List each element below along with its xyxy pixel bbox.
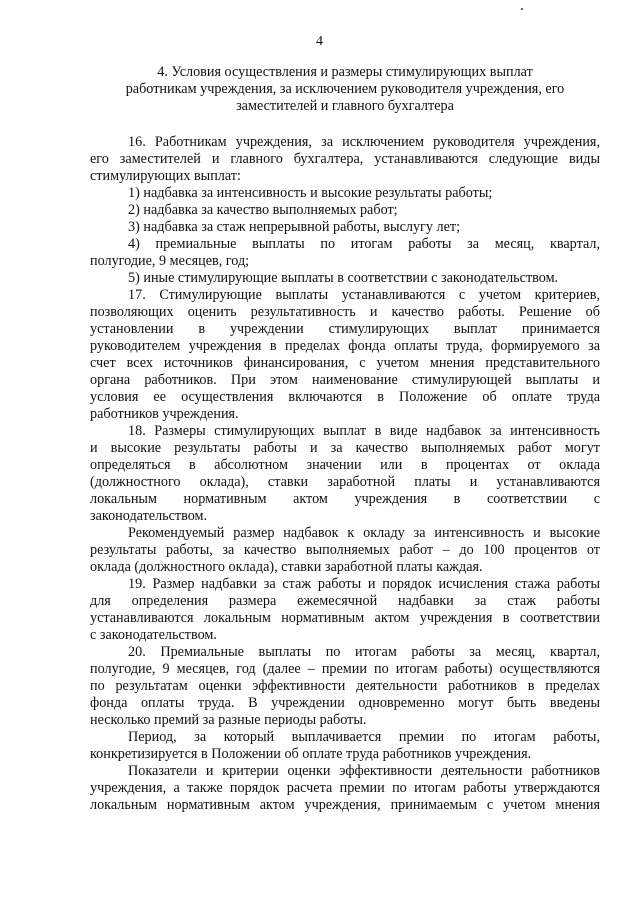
section-heading-line: 4. Условия осуществления и размеры стимулирующих выплат	[157, 64, 533, 80]
text-line: условия ее осуществления включаются в Положение об оплате труда	[90, 389, 600, 405]
text-line: Рекомендуемый размер надбавок к окладу за интенсивность и высокие	[128, 525, 600, 541]
text-line: 20. Премиальные выплаты по итогам работы за месяц, квартал,	[128, 644, 600, 660]
text-line: 2) надбавка за качество выполняемых работ;	[128, 202, 398, 218]
text-line: работников учреждения.	[90, 406, 239, 422]
text-line: локальным нормативным актом учреждения, принимаемым с учетом мнения	[90, 797, 600, 813]
text-line: 16. Работникам учреждения, за исключением руководителя учреждения,	[128, 134, 600, 150]
text-line: законодательством.	[90, 508, 208, 524]
paragraph	[90, 729, 600, 763]
text-line: 19. Размер надбавки за стаж работы и порядок исчисления стажа работы	[128, 576, 600, 592]
paragraph	[90, 763, 600, 814]
text-line: 1) надбавка за интенсивность и высокие результаты работы;	[128, 185, 493, 201]
text-line: 4) премиальные выплаты по итогам работы за месяц, квартал,	[128, 236, 600, 252]
paragraph	[90, 185, 600, 202]
section-heading-line: заместителей и главного бухгалтера	[236, 98, 454, 114]
text-line: органа работников. При этом наименование стимулирующей выплаты и	[90, 372, 600, 388]
text-line: позволяющих оценить результативность и качество работы. Решение об	[90, 304, 600, 320]
scan-speck	[521, 8, 523, 10]
text-line: Период, за который выплачивается премии по итогам работы,	[128, 729, 600, 745]
page-number: 4	[316, 34, 323, 49]
paragraph	[90, 202, 600, 219]
text-line: определяться в абсолютном значении или в процентах от оклада	[90, 457, 600, 473]
text-line: устанавливаются локальным нормативным актом учреждения в соответствии	[90, 610, 600, 626]
text-line: по результатам оценки эффективности деятельности работников в пределах	[90, 678, 600, 694]
text-line: полугодие, 9 месяцев, год (далее – премии по итогам работы) осуществляются	[90, 661, 600, 677]
text-line: его заместителей и главного бухгалтера, устанавливаются следующие виды	[90, 151, 600, 167]
paragraph	[90, 644, 600, 729]
text-line: фонда оплаты труда. В учреждении одновременно могут быть введены	[90, 695, 600, 711]
text-line: локальным нормативным актом учреждения в соответствии с	[90, 491, 600, 507]
text-line: учреждения, а также порядок расчета премии по итогам работы утверждаются	[90, 780, 600, 796]
text-line: стимулирующих выплат:	[90, 168, 241, 184]
paragraph	[90, 270, 600, 287]
text-line: Показатели и критерии оценки эффективности деятельности работников	[128, 763, 600, 779]
text-line: несколько премий за разные периоды работы.	[90, 712, 367, 728]
paragraph	[90, 236, 600, 270]
text-line: (должностного оклада), ставки заработной платы и устанавливаются	[90, 474, 600, 490]
text-line: счет всех источников финансирования, с учетом мнения представительного	[90, 355, 600, 371]
paragraph	[90, 576, 600, 644]
section-heading	[90, 64, 600, 115]
text-line: руководителем учреждения в пределах фонда оплаты труда, формируемого за	[90, 338, 600, 354]
text-line: результаты работы, за качество выполняемых работ – до 100 процентов от	[90, 542, 600, 558]
text-line: 18. Размеры стимулирующих выплат в виде надбавок за интенсивность	[128, 423, 600, 439]
text-line: с законодательством.	[90, 627, 217, 643]
text-line: оклада (должностного оклада), ставки заработной платы каждая.	[90, 559, 483, 575]
text-line: 17. Стимулирующие выплаты устанавливаются с учетом критериев,	[128, 287, 600, 303]
text-line: 5) иные стимулирующие выплаты в соответствии с законодательством.	[128, 270, 559, 286]
text-line: и высокие результаты работы и за качество выполняемых работ могут	[90, 440, 600, 456]
section-heading-line: работникам учреждения, за исключением руководителя учреждения, его	[125, 81, 565, 97]
text-line: конкретизируется в Положении об оплате труда работников учреждения.	[90, 746, 532, 762]
text-line: 3) надбавка за стаж непрерывной работы, выслугу лет;	[128, 219, 461, 235]
paragraph	[90, 287, 600, 423]
paragraph	[90, 219, 600, 236]
document-body	[90, 134, 600, 814]
text-line: для определения размера ежемесячной надбавки за стаж работы	[90, 593, 600, 609]
text-line: полугодие, 9 месяцев, год;	[90, 253, 250, 269]
paragraph	[90, 423, 600, 525]
text-line: установлении в учреждении стимулирующих выплат принимается	[90, 321, 600, 337]
paragraph	[90, 525, 600, 576]
paragraph	[90, 134, 600, 185]
